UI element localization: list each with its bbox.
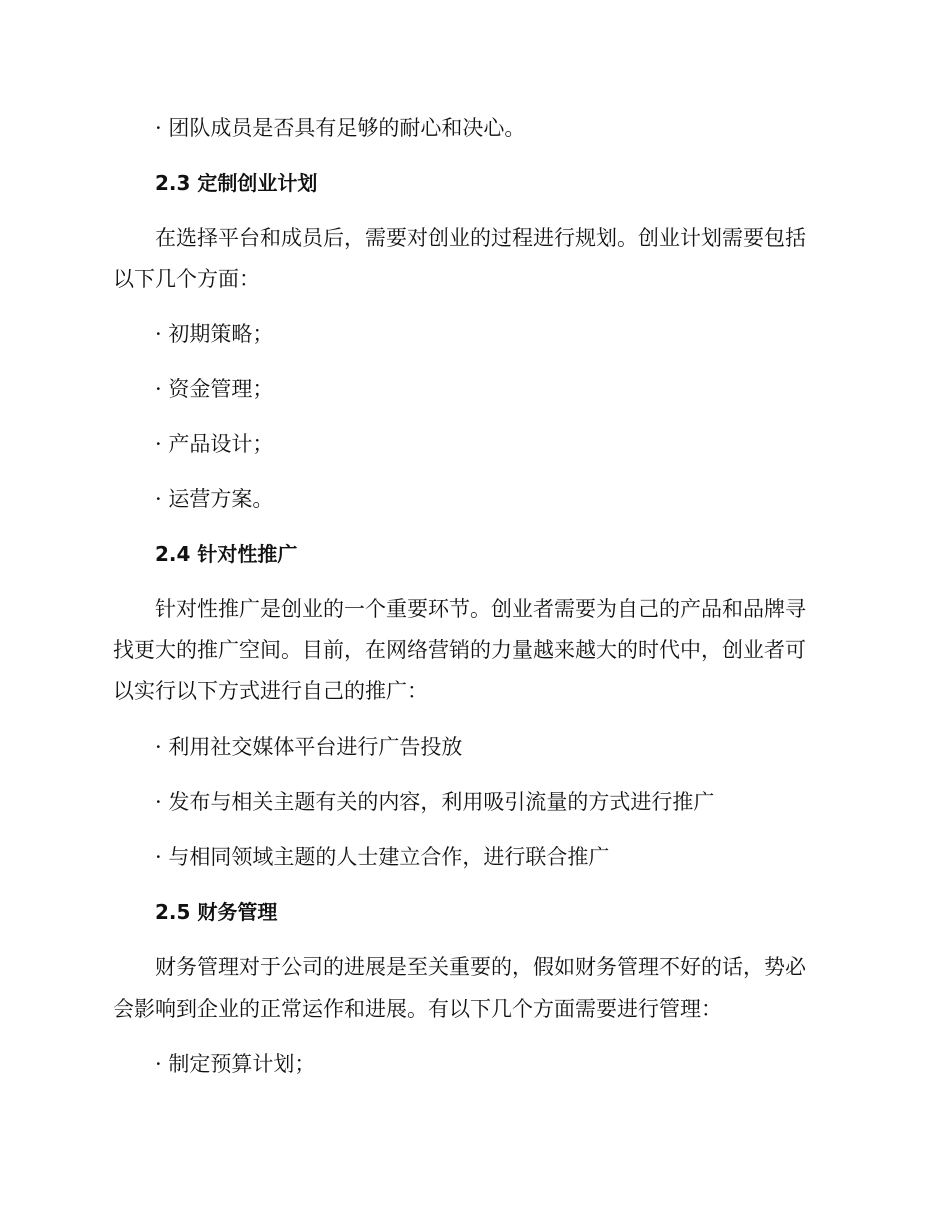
section-heading-2-3: 2.3 定制创业计划 [155, 171, 318, 195]
paragraph-finance-line-2: 会影响到企业的正常运作和进展。有以下几个方面需要进行管理： [113, 997, 722, 1021]
bullet-content-publishing: · 发布与相关主题有关的内容，利用吸引流量的方式进行推广 [155, 790, 715, 814]
section-heading-2-4: 2.4 针对性推广 [155, 542, 298, 566]
section-heading-2-5: 2.5 财务管理 [155, 900, 278, 924]
paragraph-plan-line-2: 以下几个方面： [113, 267, 260, 291]
bullet-operations-plan: · 运营方案。 [155, 487, 274, 511]
bullet-fund-management: · 资金管理； [155, 377, 274, 401]
bullet-product-design: · 产品设计； [155, 432, 274, 456]
bullet-budget-plan: · 制定预算计划； [155, 1052, 316, 1076]
paragraph-promotion-line-3: 以实行以下方式进行自己的推广： [113, 679, 428, 703]
bullet-social-media: · 利用社交媒体平台进行广告投放 [155, 735, 463, 759]
paragraph-promotion-line-2: 找更大的推广空间。目前，在网络营销的力量越来越大的时代中，创业者可 [113, 638, 806, 662]
paragraph-plan-line-1: 在选择平台和成员后，需要对创业的过程进行规划。创业计划需要包括 [155, 226, 806, 250]
bullet-initial-strategy: · 初期策略； [155, 322, 274, 346]
paragraph-promotion-line-1: 针对性推广是创业的一个重要环节。创业者需要为自己的产品和品牌寻 [155, 597, 806, 621]
bullet-team-patience: · 团队成员是否具有足够的耐心和决心。 [155, 116, 526, 140]
bullet-cooperation: · 与相同领域主题的人士建立合作，进行联合推广 [155, 845, 610, 869]
paragraph-finance-line-1: 财务管理对于公司的进展是至关重要的，假如财务管理不好的话，势必 [155, 955, 806, 979]
